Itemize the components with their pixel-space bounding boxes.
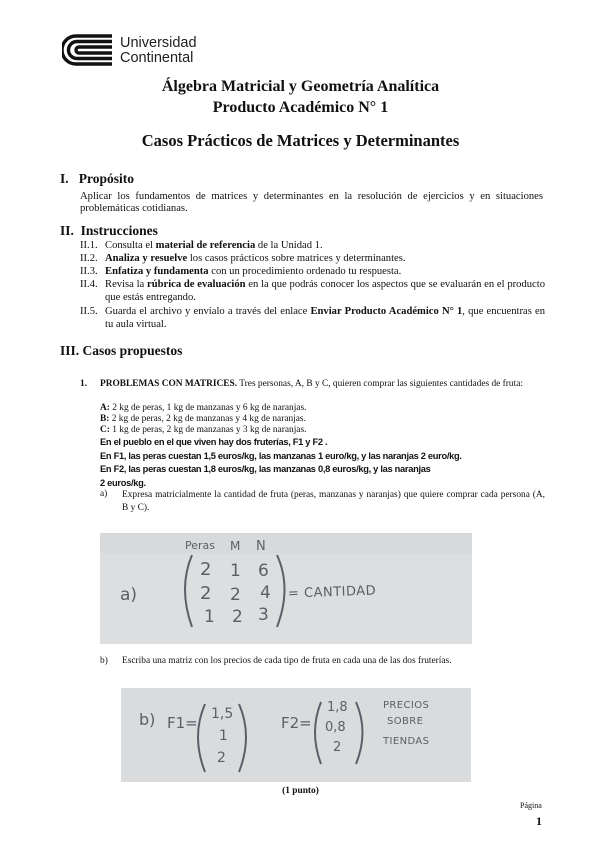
hw-f1-cell: 1,5	[211, 706, 234, 722]
hw-f1-cell: 2	[217, 750, 226, 766]
university-logo	[62, 32, 222, 72]
hw-label-a: a)	[120, 585, 138, 605]
hw-cell: 2	[232, 607, 243, 627]
fruit-shops-text: En el pueblo en el que viven hay dos fruterías, F1 y F2 . En F1, las peras cuestan 1,5 euros/kg, las manzanas 1 euro/kg, y las naranjas 2 euro/kg. En F2, las peras cuestan 1,8 euros/kg, las manzanas 0,8 euros/kg, y las naranjas 2 euros/kg.	[100, 437, 462, 488]
hw-f2-cell: 1,8	[327, 700, 348, 715]
hw-f1-cell: 1	[219, 728, 228, 744]
hw-header: N	[256, 539, 266, 554]
person-line: C: 1 kg de peras, 2 kg de manzanas y 3 kg de naranjas.	[100, 425, 307, 435]
hw-note: TIENDAS	[383, 736, 430, 747]
instruction-item: II.5. Guarda el archivo y envíalo a través del enlace Enviar Producto Académico N° 1, que encuentras en tu aula virtual.	[80, 306, 546, 330]
hw-f2-cell: 0,8	[325, 720, 346, 735]
logo-line1: Universidad	[120, 35, 197, 51]
hw-cell: 1	[204, 607, 215, 627]
answer-a-image	[100, 533, 472, 644]
hw-note: SOBRE	[387, 716, 424, 727]
hw-f1-label: F1=	[167, 714, 198, 732]
instruction-item: II.1. Consulta el material de referencia de la Unidad 1.	[80, 240, 323, 251]
section-instructions-heading: II. Instrucciones	[60, 223, 158, 238]
footer-page-label: Página	[520, 801, 542, 810]
hw-cell: 6	[258, 561, 269, 581]
hw-f2-label: F2=	[281, 714, 312, 732]
instruction-item: II.4. Revisa la rúbrica de evaluación en la que podrás conocer los aspectos que se evaluarán en el producto que estás entregando.	[80, 279, 545, 303]
problem-title: PROBLEMAS CON MATRICES.	[100, 379, 238, 389]
answer-b-image	[121, 688, 471, 782]
hw-cell: 2	[200, 583, 212, 604]
question-a: a) Expresa matricialmente la cantidad de fruta (peras, manzanas y naranjas) que quiere comprar cada persona (A, B y C).	[100, 489, 545, 513]
instruction-item: II.2. Analiza y resuelve los casos prácticos sobre matrices y determinantes.	[80, 253, 406, 264]
hw-note: PRECIOS	[383, 700, 430, 711]
product-title: Producto Académico N° 1	[212, 99, 389, 116]
hw-cell: 2	[200, 559, 212, 580]
logo-mark-icon	[62, 32, 114, 68]
problem-text: Tres personas, A, B y C, quieren comprar las siguientes cantidades de fruta:	[239, 379, 523, 389]
question-b: b) Escriba una matriz con los precios de cada tipo de fruta en cada una de las dos fruterías.	[100, 656, 452, 666]
hw-f2-cell: 2	[333, 740, 342, 755]
section-purpose-text: Aplicar los fundamentos de matrices y determinantes en la resolución de ejercicios y en situaciones problemáticas cotidianas.	[80, 191, 543, 214]
problem-1: 1. PROBLEMAS CON MATRICES. Tres personas, A, B y C, quieren comprar las siguientes cantidades de fruta:	[80, 379, 523, 389]
person-line: B: 2 kg de peras, 2 kg de manzanas y 4 kg de naranjas.	[100, 414, 306, 424]
hw-caption: = CANTIDAD	[287, 583, 377, 602]
section-purpose-heading: I. Propósito	[60, 171, 135, 186]
hw-cell: 2	[230, 585, 241, 605]
hw-cell: 1	[230, 561, 241, 581]
doc-subtitle: Casos Prácticos de Matrices y Determinantes	[141, 131, 460, 150]
logo-line2: Continental	[120, 50, 194, 66]
course-title: Álgebra Matricial y Geometría Analítica	[161, 78, 440, 95]
person-line: A: 2 kg de peras, 1 kg de manzanas y 6 kg de naranjas.	[100, 403, 307, 413]
hw-header: M	[230, 539, 241, 553]
hw-label-b: b)	[139, 710, 156, 729]
hw-cell: 4	[260, 583, 271, 603]
hw-header: Peras	[185, 539, 216, 552]
instruction-item: II.3. Enfatiza y fundamenta con un procedimiento ordenado tu respuesta.	[80, 266, 402, 277]
points-label: (1 punto)	[282, 786, 319, 796]
hw-cell: 3	[258, 605, 269, 625]
section-cases-heading: III. Casos propuestos	[60, 343, 183, 358]
footer-page-number: 1	[536, 814, 542, 828]
